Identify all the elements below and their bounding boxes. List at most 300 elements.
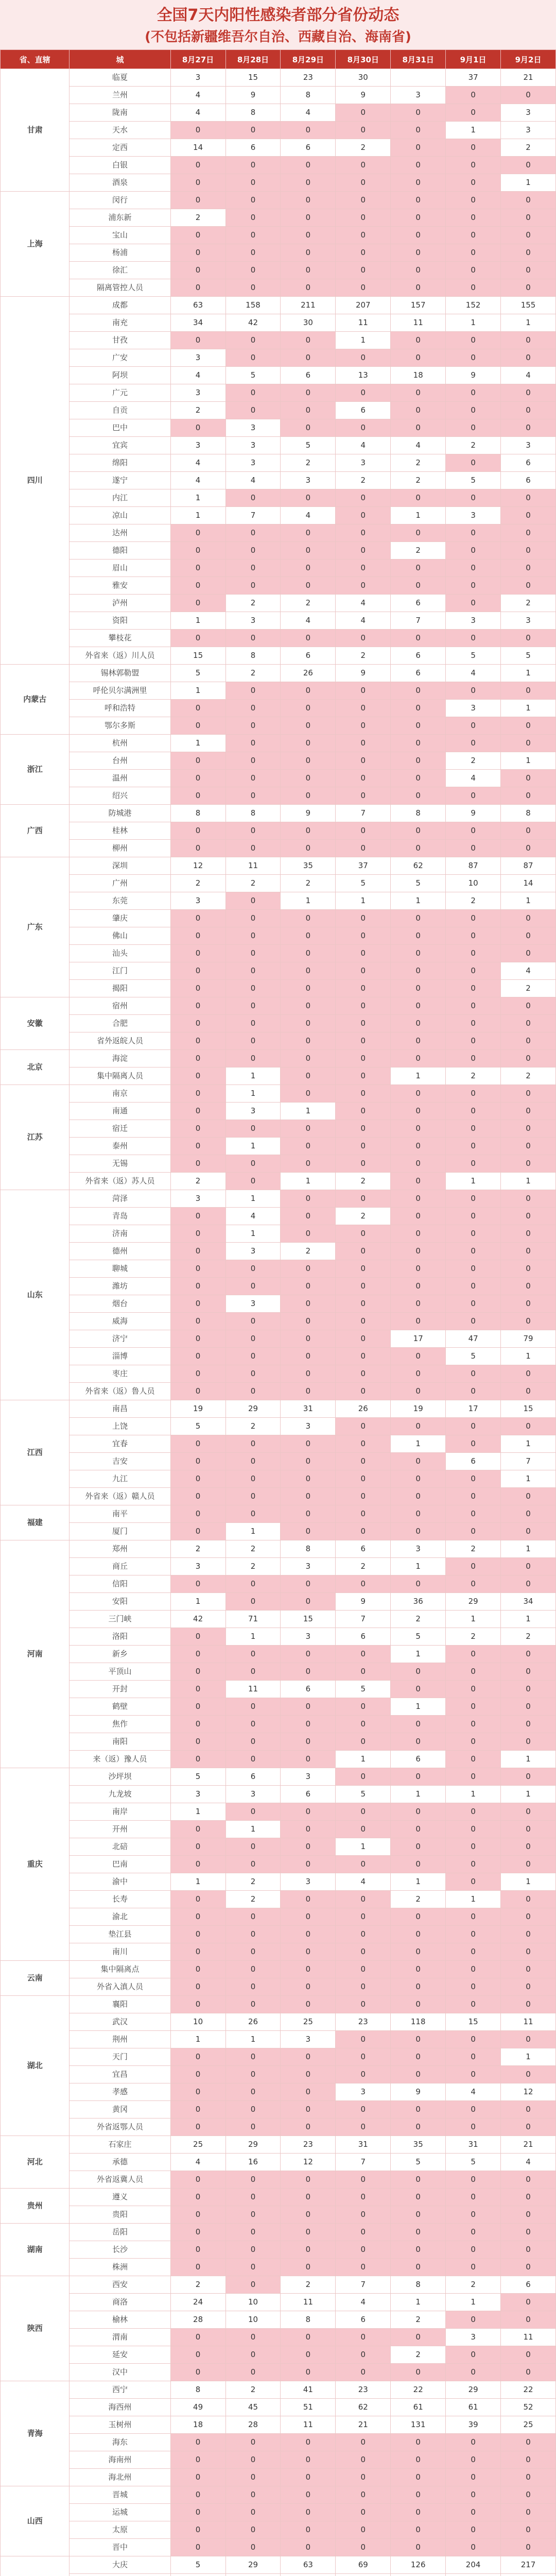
count-cell: 0 [446,2259,501,2276]
count-cell: 4 [281,507,336,524]
count-cell: 36 [391,1593,446,1611]
count-cell: 16 [225,2154,281,2171]
count-cell: 0 [281,1365,336,1383]
count-cell: 8 [225,647,281,665]
count-cell: 0 [446,630,501,647]
count-cell: 1 [446,1891,501,1908]
count-cell: 0 [225,1908,281,1926]
table-row [1,1067,556,1085]
table-row [1,1505,556,1523]
city-cell: 孝感 [70,2083,170,2101]
count-cell: 24 [170,2294,225,2311]
count-cell: 0 [336,419,391,437]
city-cell: 集中隔离人员 [70,1067,170,1085]
count-cell: 0 [281,2119,336,2136]
table-row [1,1838,556,1856]
count-cell: 0 [446,1558,501,1575]
count-cell: 0 [170,1032,225,1050]
count-cell: 8 [225,104,281,122]
table-row [1,770,556,787]
count-cell: 0 [391,700,446,717]
count-cell: 0 [281,1978,336,1996]
count-cell: 0 [446,2434,501,2451]
count-cell: 2 [446,892,501,910]
count-cell: 0 [170,595,225,612]
table-row [1,542,556,560]
count-cell: 2 [281,875,336,892]
count-cell: 0 [391,1996,446,2013]
count-cell: 0 [225,1646,281,1663]
count-cell: 0 [391,1470,446,1488]
count-cell: 0 [391,752,446,770]
count-cell: 0 [281,1138,336,1155]
count-cell: 0 [446,2119,501,2136]
count-cell: 0 [501,560,556,577]
count-cell: 0 [336,122,391,139]
count-cell: 2 [336,139,391,157]
count-cell: 0 [281,2259,336,2276]
count-cell: 0 [281,209,336,227]
count-cell: 0 [501,1926,556,1943]
count-cell: 1 [281,1103,336,1120]
count-cell: 0 [170,1085,225,1103]
table-row [1,454,556,472]
table-row [1,2013,556,2031]
count-cell: 2 [170,402,225,419]
count-cell: 0 [446,2364,501,2381]
count-cell: 0 [501,2066,556,2083]
count-cell: 2 [391,2346,446,2364]
count-cell: 1 [501,1173,556,1190]
count-cell: 0 [225,1383,281,1400]
count-cell: 0 [336,2469,391,2486]
count-cell: 0 [170,2119,225,2136]
table-row [1,2101,556,2119]
count-cell: 0 [336,1646,391,1663]
count-cell: 0 [391,1575,446,1593]
count-cell: 62 [391,857,446,875]
count-cell: 0 [281,945,336,962]
count-cell: 9 [446,805,501,822]
count-cell: 0 [225,122,281,139]
count-cell: 0 [170,1488,225,1505]
table-row [1,1313,556,1330]
city-cell: 眉山 [70,560,170,577]
count-cell: 2 [225,1558,281,1575]
table-row [1,2083,556,2101]
city-cell: 西安 [70,2276,170,2294]
count-cell: 5 [336,875,391,892]
city-cell: 渭南 [70,2329,170,2346]
city-cell: 平顶山 [70,1663,170,1681]
count-cell: 0 [446,1085,501,1103]
table-row [1,437,556,454]
count-cell: 131 [391,2416,446,2434]
city-cell: 广元 [70,384,170,402]
count-cell: 31 [281,1400,336,1418]
count-cell: 0 [446,1646,501,1663]
count-cell: 1 [170,489,225,507]
count-cell: 0 [225,2101,281,2119]
table-row [1,122,556,139]
count-cell: 0 [336,2206,391,2224]
count-cell: 0 [281,2241,336,2259]
count-cell: 23 [336,2381,391,2399]
count-cell: 0 [225,1120,281,1138]
count-cell: 0 [170,2171,225,2189]
count-cell: 0 [501,1856,556,1873]
count-cell: 0 [281,1646,336,1663]
count-cell: 0 [336,1768,391,1786]
count-cell: 7 [391,612,446,630]
count-cell: 0 [281,1383,336,1400]
header-date: 8月29日 [281,50,336,69]
count-cell: 3 [336,454,391,472]
count-cell: 0 [170,1978,225,1996]
count-cell: 0 [501,1225,556,1243]
count-cell: 0 [501,384,556,402]
count-cell: 0 [281,1943,336,1961]
count-cell: 7 [336,1611,391,1628]
count-cell: 0 [446,1383,501,1400]
city-cell: 新乡 [70,1646,170,1663]
table-row [1,2119,556,2136]
count-cell: 2 [225,595,281,612]
count-cell: 0 [446,454,501,472]
count-cell: 0 [391,2521,446,2539]
count-cell: 0 [170,1943,225,1961]
count-cell: 0 [170,717,225,735]
count-cell: 0 [336,1663,391,1681]
count-cell: 2 [391,1611,446,1628]
count-cell: 0 [281,1575,336,1593]
city-cell: 揭阳 [70,980,170,997]
count-cell: 0 [391,2101,446,2119]
city-cell: 汕头 [70,945,170,962]
count-cell: 1 [446,2294,501,2311]
count-cell: 6 [336,2311,391,2329]
city-cell: 合肥 [70,1015,170,1032]
count-cell: 0 [391,1716,446,1733]
count-cell: 0 [446,1505,501,1523]
count-cell: 0 [446,489,501,507]
count-cell: 0 [446,87,501,104]
count-cell: 0 [446,192,501,209]
count-cell: 2 [170,2276,225,2294]
count-cell: 0 [225,2224,281,2241]
count-cell: 0 [225,1978,281,1996]
count-cell: 26 [281,665,336,682]
table-row [1,1032,556,1050]
count-cell: 63 [281,2556,336,2574]
count-cell: 0 [501,1996,556,2013]
count-cell: 0 [336,1698,391,1716]
city-cell: 垫江县 [70,1926,170,1943]
count-cell: 9 [336,87,391,104]
province-cell: 湖北 [1,1996,70,2136]
count-cell: 0 [391,1313,446,1330]
count-cell: 0 [391,1856,446,1873]
count-cell: 0 [170,2048,225,2066]
city-cell: 柳州 [70,840,170,857]
count-cell: 0 [281,1278,336,1295]
count-cell: 0 [391,104,446,122]
count-cell: 0 [501,2031,556,2048]
count-cell: 0 [391,717,446,735]
table-row [1,700,556,717]
count-cell: 0 [336,384,391,402]
count-cell: 0 [391,2048,446,2066]
count-cell: 28 [225,2416,281,2434]
table-row [1,157,556,174]
count-cell: 8 [170,805,225,822]
count-cell: 0 [170,174,225,192]
count-cell: 0 [501,2451,556,2469]
count-cell: 0 [391,157,446,174]
count-cell: 0 [281,962,336,980]
count-cell: 0 [501,2311,556,2329]
city-cell: 玉树州 [70,2416,170,2434]
count-cell: 0 [446,735,501,752]
table-row [1,332,556,349]
count-cell: 0 [446,139,501,157]
count-cell: 0 [501,262,556,279]
count-cell: 0 [336,2346,391,2364]
count-cell: 1 [225,1628,281,1646]
count-cell: 0 [281,2048,336,2066]
count-cell: 0 [225,752,281,770]
count-cell: 0 [336,227,391,244]
page-title [0,0,556,49]
count-cell: 0 [501,1295,556,1313]
count-cell: 0 [336,1470,391,1488]
count-cell: 0 [170,1663,225,1681]
count-cell: 0 [225,332,281,349]
count-cell: 0 [336,542,391,560]
count-cell: 5 [391,875,446,892]
count-cell: 0 [225,1435,281,1453]
count-cell: 0 [170,262,225,279]
city-cell: 大庆 [70,2556,170,2574]
count-cell: 0 [170,1243,225,1260]
count-cell: 19 [391,1400,446,1418]
count-cell: 29 [225,2136,281,2154]
city-cell: 雅安 [70,577,170,595]
table-row [1,402,556,419]
city-cell: 深圳 [70,857,170,875]
city-cell: 鄂尔多斯 [70,717,170,735]
count-cell: 61 [391,2399,446,2416]
count-cell: 0 [446,174,501,192]
count-cell: 0 [281,1523,336,1540]
count-cell: 2 [501,595,556,612]
count-cell: 2 [281,2276,336,2294]
count-cell: 9 [225,87,281,104]
count-cell: 0 [336,489,391,507]
city-cell: 达州 [70,524,170,542]
count-cell: 4 [446,2083,501,2101]
count-cell: 0 [225,1803,281,1821]
count-cell: 6 [336,1628,391,1646]
count-cell: 2 [391,2311,446,2329]
count-cell: 0 [391,2206,446,2224]
city-cell: 淄博 [70,1348,170,1365]
count-cell: 7 [225,507,281,524]
table-row [1,489,556,507]
city-cell: 聊城 [70,1260,170,1278]
count-cell: 3 [281,2031,336,2048]
count-cell: 0 [446,419,501,437]
count-cell: 0 [170,1908,225,1926]
count-cell: 3 [446,612,501,630]
city-cell: 三门峡 [70,1611,170,1628]
count-cell: 0 [336,1365,391,1383]
count-cell: 30 [336,69,391,87]
count-cell: 0 [501,489,556,507]
count-cell: 0 [501,717,556,735]
count-cell: 0 [501,2241,556,2259]
count-cell: 6 [336,1540,391,1558]
header-row [1,50,556,69]
count-cell: 0 [170,752,225,770]
count-cell: 2 [170,1173,225,1190]
count-cell: 0 [391,192,446,209]
count-cell: 0 [391,2539,446,2556]
count-cell: 0 [170,1470,225,1488]
count-cell: 0 [391,139,446,157]
count-cell: 0 [446,910,501,927]
table-row [1,840,556,857]
count-cell: 0 [225,1996,281,2013]
city-cell: 郑州 [70,1540,170,1558]
count-cell: 0 [170,1138,225,1155]
count-cell: 0 [336,1330,391,1348]
count-cell: 4 [501,2154,556,2171]
count-cell: 0 [281,1208,336,1225]
table-row [1,367,556,384]
count-cell: 0 [446,104,501,122]
count-cell: 0 [281,244,336,262]
count-cell: 11 [336,314,391,332]
table-row [1,1453,556,1470]
count-cell: 29 [446,1593,501,1611]
count-cell: 0 [170,542,225,560]
city-cell: 外省来（返）鲁人员 [70,1383,170,1400]
city-cell: 德州 [70,1243,170,1260]
count-cell: 0 [336,174,391,192]
city-cell: 岳阳 [70,2224,170,2241]
count-cell: 0 [446,1295,501,1313]
count-cell: 0 [501,1190,556,1208]
count-cell: 0 [281,1155,336,1173]
count-cell: 3 [501,612,556,630]
count-cell: 0 [446,682,501,700]
count-cell: 0 [501,279,556,297]
header-date: 8月28日 [225,50,281,69]
count-cell: 5 [336,1681,391,1698]
count-cell: 3 [225,1243,281,1260]
count-cell: 152 [446,297,501,314]
count-cell: 0 [225,700,281,717]
city-cell: 防城港 [70,805,170,822]
count-cell: 18 [170,2416,225,2434]
count-cell: 0 [281,542,336,560]
city-cell: 菏泽 [70,1190,170,1208]
count-cell: 0 [225,2048,281,2066]
count-cell: 15 [446,2013,501,2031]
count-cell: 0 [281,1330,336,1348]
count-cell: 0 [336,1243,391,1260]
count-cell: 6 [225,139,281,157]
count-cell: 0 [446,1103,501,1120]
count-cell: 3 [170,1558,225,1575]
city-cell: 南阳 [70,1733,170,1751]
count-cell: 2 [501,1067,556,1085]
count-cell: 0 [391,1383,446,1400]
count-cell: 8 [170,2381,225,2399]
count-cell: 0 [336,2171,391,2189]
province-cell: 湖南 [1,2224,70,2276]
table-row [1,2486,556,2504]
count-cell: 0 [225,1015,281,1032]
count-cell: 0 [391,997,446,1015]
count-cell: 0 [170,770,225,787]
count-cell: 118 [391,2013,446,2031]
city-cell: 桂林 [70,822,170,840]
count-cell: 35 [281,857,336,875]
count-cell: 0 [391,2486,446,2504]
count-cell: 0 [446,1225,501,1243]
count-cell: 0 [391,682,446,700]
table-row [1,1698,556,1716]
city-cell: 德阳 [70,542,170,560]
count-cell: 0 [225,1716,281,1733]
count-cell: 0 [336,717,391,735]
table-row [1,1435,556,1453]
count-cell: 0 [501,2504,556,2521]
count-cell: 71 [225,1611,281,1628]
count-cell: 1 [501,892,556,910]
table-row [1,875,556,892]
count-cell: 0 [391,1050,446,1067]
count-cell: 0 [336,209,391,227]
count-cell: 0 [225,1348,281,1365]
count-cell: 126 [391,2556,446,2574]
count-cell: 0 [446,2346,501,2364]
table-row [1,524,556,542]
count-cell: 0 [281,2434,336,2451]
count-cell: 8 [281,87,336,104]
count-cell: 4 [170,87,225,104]
count-cell: 4 [170,104,225,122]
city-cell: 南川 [70,1943,170,1961]
count-cell: 0 [170,122,225,139]
count-cell: 0 [501,770,556,787]
count-cell: 6 [501,472,556,489]
count-cell: 3 [446,507,501,524]
count-cell: 0 [446,945,501,962]
count-cell: 0 [225,1173,281,1190]
city-cell: 南平 [70,1505,170,1523]
count-cell: 0 [391,524,446,542]
count-cell: 0 [281,2083,336,2101]
count-cell: 0 [170,1225,225,1243]
count-cell: 0 [170,1733,225,1751]
city-cell: 长沙 [70,2241,170,2259]
count-cell: 1 [225,1821,281,1838]
city-cell: 南通 [70,1103,170,1120]
count-cell: 0 [336,2451,391,2469]
